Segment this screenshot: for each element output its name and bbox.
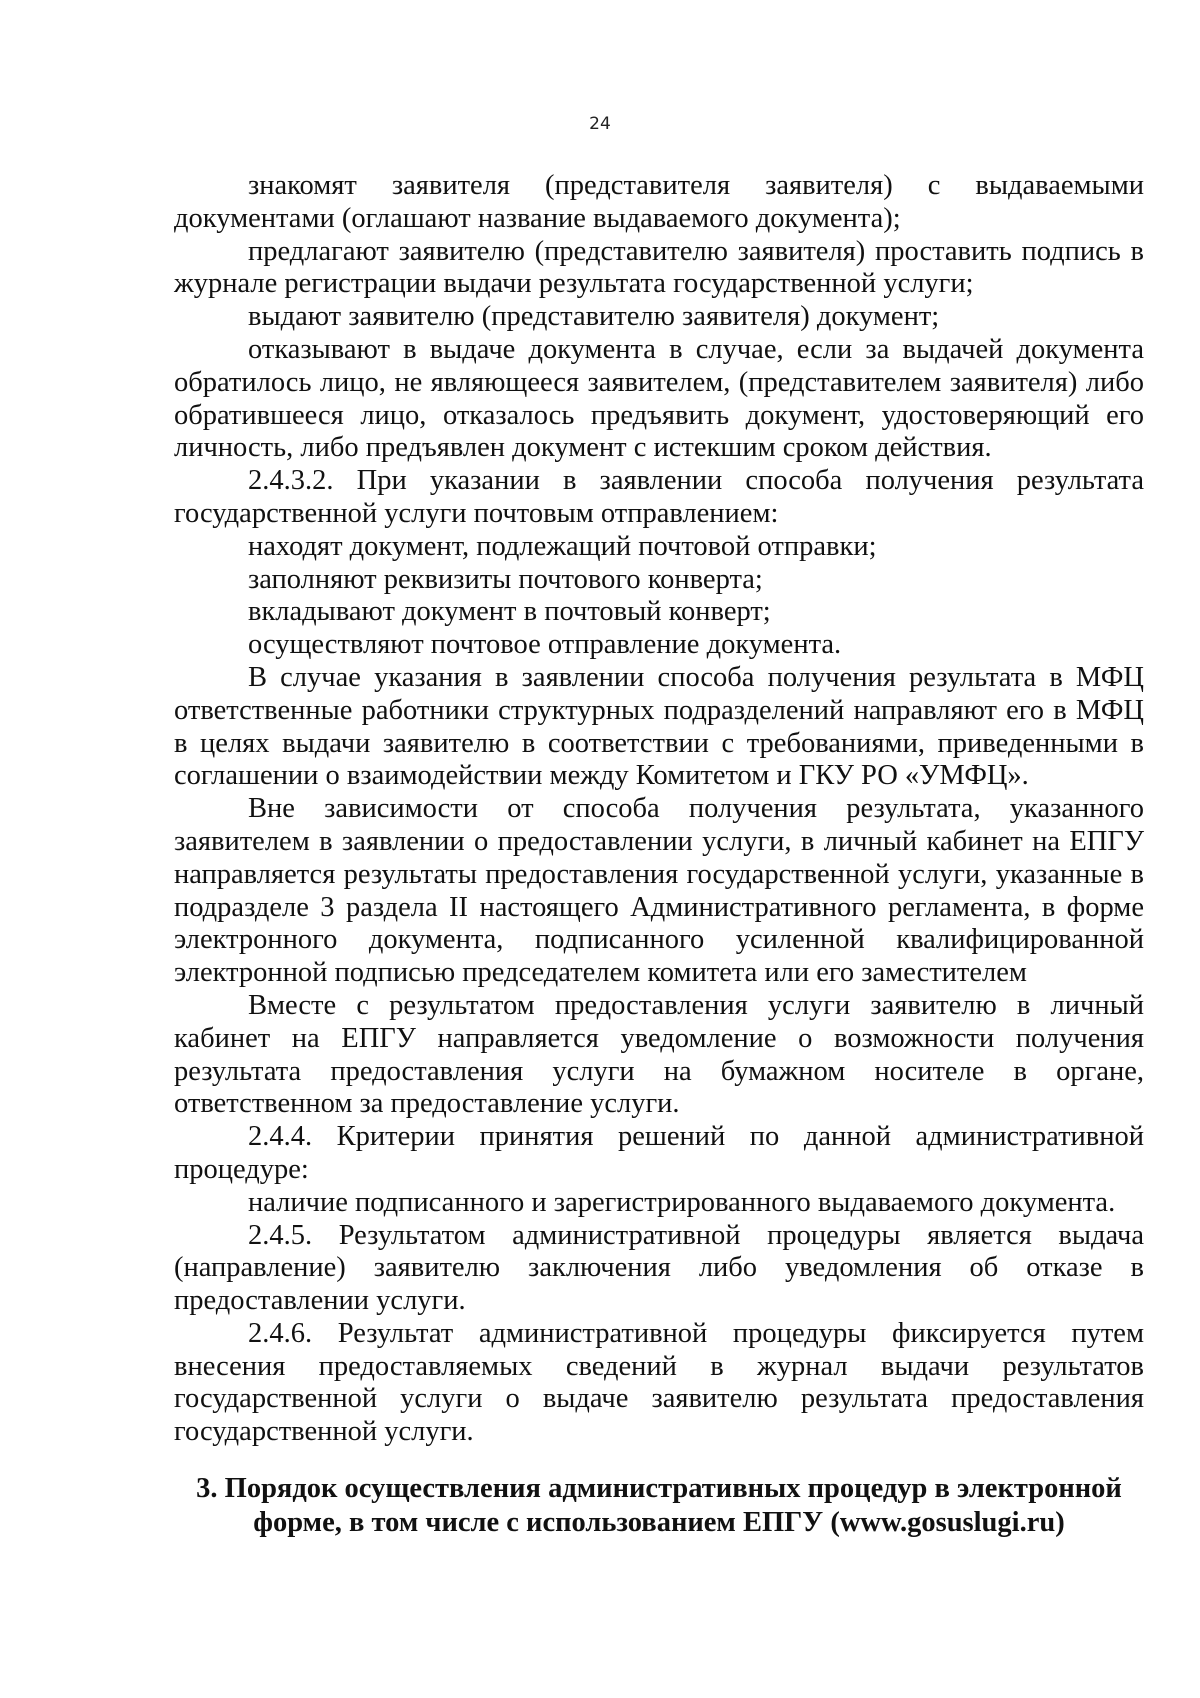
paragraph-10: В случае указания в заявлении способа получения результата в МФЦ ответственные работники структурных подразделений направляют его в МФЦ в целях выдачи заявителю в соответствии с требованиями, приведенными в соглашении о взаимодействии между Комитетом и ГКУ РО «УМФЦ». bbox=[174, 661, 1144, 792]
paragraph-2: предлагают заявителю (представителю заявителя) проставить подпись в журнале регистрации выдачи результата государственной услуги; bbox=[174, 235, 1144, 300]
paragraph-14: наличие подписанного и зарегистрированного выдаваемого документа. bbox=[248, 1186, 1116, 1218]
paragraph-7: заполняют реквизиты почтового конверта; bbox=[248, 563, 763, 595]
page-number: 24 bbox=[589, 114, 611, 134]
paragraph-16: 2.4.6. Результат административной процедуры фиксируется путем внесения предоставляемых сведений в журнал выдачи результатов государственной услуги о выдаче заявителю результата предоставления государственной услуги. bbox=[174, 1317, 1144, 1448]
section-heading: 3. Порядок осуществления административных процедур в электронной форме, в том числе с использованием ЕПГУ (www.gosuslugi.ru) bbox=[196, 1473, 1122, 1538]
paragraph-3: выдают заявителю (представителю заявителя) документ; bbox=[248, 301, 940, 333]
paragraph-4: отказывают в выдаче документа в случае, если за выдачей документа обратилось лицо, не являющееся заявителем, (представителем заявителя) либо обратившееся лицо, отказалось предъявить документ, удостоверяющий его личность, либо предъявлен документ с истекшим сроком действия. bbox=[174, 333, 1144, 464]
paragraph-6: находят документ, подлежащий почтовой отправки; bbox=[248, 530, 877, 562]
paragraph-8: вкладывают документ в почтовый конверт; bbox=[248, 596, 771, 628]
paragraph-11: Вне зависимости от способа получения результата, указанного заявителем в заявлении о предоставлении услуги, в личный кабинет на ЕПГУ направляется результаты предоставления государственной услуги, указанные в подразделе 3 раздела II настоящего Административного регламента, в форме электронного документа, подписанного усиленной квалифицированной электронной подписью председателем комитета или его заместителем bbox=[174, 793, 1144, 989]
paragraph-1: знакомят заявителя (представителя заявителя) с выдаваемыми документами (оглашают название выдаваемого документа); bbox=[174, 170, 1144, 234]
paragraph-13: 2.4.4. Критерии принятия решений по данной административной процедуре: bbox=[174, 1121, 1144, 1185]
paragraph-9: осуществляют почтовое отправление документа. bbox=[248, 629, 842, 661]
paragraph-15: 2.4.5. Результатом административной процедуры является выдача (направление) заявителю заключения либо уведомления об отказе в предоставлении услуги. bbox=[174, 1219, 1144, 1317]
paragraph-5: 2.4.3.2. При указании в заявлении способа получения результата государственной услуги почтовым отправлением: bbox=[174, 465, 1144, 529]
paragraph-12: Вместе с результатом предоставления услуги заявителю в личный кабинет на ЕПГУ направляется уведомление о возможности получения результата предоставления услуги на бумажном носителе в органе, ответственном за предоставление услуги. bbox=[174, 989, 1144, 1120]
document-body bbox=[174, 170, 1144, 1449]
